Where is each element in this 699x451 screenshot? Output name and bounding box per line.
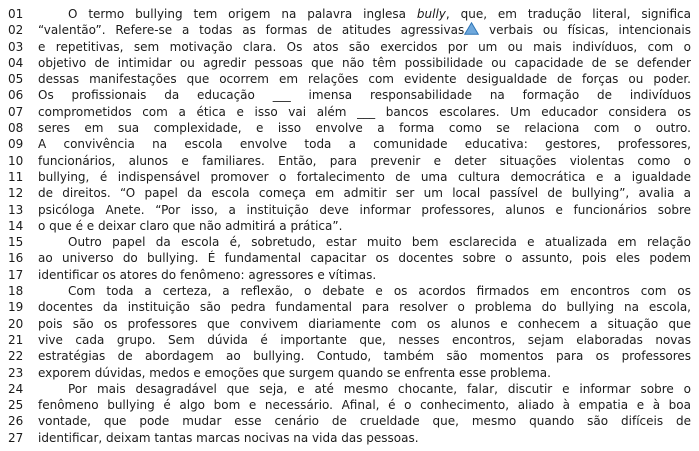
line-number: 03: [8, 39, 24, 54]
line-number: 08: [8, 121, 24, 136]
text-line: [0, 299, 699, 315]
text-segment: estratégias de abordagem ao bullying. Contudo, também são momentos para os professores: [38, 349, 691, 364]
text-segment: Os profissionais da educação ___ imensa responsabilidade na formação de indivíduos: [38, 88, 691, 103]
line-text: [38, 39, 691, 55]
text-line: [0, 365, 699, 381]
line-number: 17: [8, 267, 24, 282]
line-text: [38, 120, 691, 136]
line-text: [38, 430, 691, 446]
text-segment: A convivência na escola envolve toda a comunidade educativa: gestores, professores,: [38, 137, 691, 152]
text-line: [0, 39, 699, 55]
text-segment: identificar os atores do fenômeno: agressores e vítimas.: [38, 267, 377, 282]
line-number: 14: [8, 218, 24, 233]
text-segment: e repetitivas, sem motivação clara. Os atos são exercidos por um ou mais indivíduos, com o: [38, 39, 691, 54]
text-line: [0, 202, 699, 218]
line-text: [38, 348, 691, 364]
text-line: [0, 332, 699, 348]
line-number: 10: [8, 153, 24, 168]
line-number: 25: [8, 398, 24, 413]
line-number: 13: [8, 202, 24, 217]
line-text: [38, 169, 691, 185]
line-text: [38, 202, 691, 218]
text-line: [0, 55, 699, 71]
text-segment: “valentão”. Refere-se a todas as formas de atitudes agressivas: [38, 23, 465, 38]
text-line: [0, 283, 699, 299]
line-text: [38, 136, 691, 152]
line-text: [38, 299, 691, 315]
text-line: [0, 120, 699, 136]
text-segment: o que é e deixar claro que não admitirá a prática”.: [38, 218, 343, 233]
text-segment: O termo bullying tem origem na palavra inglesa: [68, 7, 417, 21]
text-line: [0, 316, 699, 332]
text-segment: objetivo de intimidar ou agredir pessoas que não têm possibilidade ou capacidade de se defender: [38, 55, 691, 70]
line-text: [38, 413, 691, 429]
text-line: [0, 153, 699, 169]
line-number: 05: [8, 72, 24, 87]
line-number: 26: [8, 414, 24, 429]
text-segment: exporem dúvidas, medos e emoções que surgem quando se enfrenta esse problema.: [38, 365, 551, 380]
line-text: [38, 153, 691, 169]
line-text: [38, 234, 691, 250]
line-number: 16: [8, 251, 24, 266]
text-segment: Por mais desagradável que seja, e até mesmo chocante, falar, discutir e informar sobre o: [68, 381, 691, 396]
line-text: [38, 218, 691, 234]
line-text: [38, 397, 691, 413]
line-number: 18: [8, 284, 24, 299]
line-number: 12: [8, 186, 24, 201]
line-number: 20: [8, 316, 24, 331]
line-text: [38, 283, 691, 299]
text-line: [0, 87, 699, 103]
passage-text-block: [0, 6, 699, 446]
line-text: [38, 365, 691, 381]
italic-term: bully: [416, 7, 446, 21]
text-segment: Outro papel da escola é, sobretudo, estar muito bem esclarecida e atualizada em relação: [68, 235, 691, 250]
line-number: 06: [8, 88, 24, 103]
text-line: [0, 169, 699, 185]
text-segment: Com toda a certeza, a reflexão, o debate e os acordos firmados em encontros com os: [68, 284, 691, 299]
line-number: 19: [8, 300, 24, 315]
line-text: [38, 381, 691, 397]
line-text: [38, 22, 691, 38]
line-text: [38, 250, 691, 266]
line-text: [38, 55, 691, 71]
line-number: 02: [8, 23, 24, 38]
text-segment: dessas manifestações que ocorrem em relações com evidente desigualdade de forças ou poder.: [38, 72, 691, 87]
text-segment: seres em sua complexidade, e isso envolve a forma como se relaciona com o outro.: [38, 121, 691, 136]
text-line: [0, 71, 699, 87]
line-number: 21: [8, 332, 24, 347]
text-segment: comprometidos com a ética e isso vai além ___ bancos escolares. Um educador considera os: [38, 104, 691, 119]
text-segment: fenômeno bullying é algo bom e necessário. Afinal, é o conhecimento, aliado à empatia e à boa: [38, 398, 691, 413]
line-text: [38, 185, 691, 201]
line-number: 01: [8, 7, 24, 21]
line-text: [38, 71, 691, 87]
line-number: 15: [8, 235, 24, 250]
text-line: [0, 397, 699, 413]
line-number: 07: [8, 104, 24, 119]
text-segment: pois são os professores que convivem diariamente com os alunos e conhecem a situação que: [38, 316, 691, 331]
line-text: [38, 267, 691, 283]
text-segment: de direitos. “O papel da escola começa em admitir ser um local passível de bullying”, avalia a: [38, 186, 691, 201]
line-number: 11: [8, 169, 24, 184]
line-number: 24: [8, 381, 24, 396]
text-segment: vontade, que pode mudar esse cenário de crueldade que, mesmo quando são difíceis de: [38, 414, 691, 429]
line-number: 22: [8, 349, 24, 364]
text-line: [0, 348, 699, 364]
text-line: [0, 267, 699, 283]
line-text: [38, 316, 691, 332]
text-line: [0, 234, 699, 250]
line-number: 23: [8, 365, 24, 380]
text-segment: bullying, é indispensável promover o fortalecimento de uma cultura democrática e a igualdade: [38, 169, 691, 184]
line-number: 27: [8, 430, 24, 445]
line-text: [38, 6, 691, 22]
text-line: [0, 430, 699, 446]
text-segment: psicóloga Anete. “Por isso, a instituição deve informar professores, alunos e funcionários sobre: [38, 202, 691, 217]
line-number: 04: [8, 55, 24, 70]
line-text: [38, 332, 691, 348]
text-segment: identificar, deixam tantas marcas nocivas na vida das pessoas.: [38, 430, 419, 445]
text-line: [0, 22, 699, 38]
text-line: [0, 381, 699, 397]
text-line: [0, 413, 699, 429]
text-line: [0, 250, 699, 266]
text-line: [0, 218, 699, 234]
line-text: [38, 104, 691, 120]
text-segment: funcionários, alunos e familiares. Então, para prevenir e deter situações violentas como o: [38, 153, 691, 168]
text-line: [0, 185, 699, 201]
line-text: [38, 87, 691, 103]
line-number: 09: [8, 137, 24, 152]
text-line: [0, 6, 699, 22]
text-segment: vive cada grupo. Sem dúvida é importante que, nesses encontros, sejam elaboradas novas: [38, 332, 691, 347]
text-line: [0, 104, 699, 120]
text-line: [0, 136, 699, 152]
text-segment: verbais ou físicas, intencionais: [479, 23, 692, 38]
text-segment: docentes da instituição são pedra fundamental para resolver o problema do bullying na escola,: [38, 300, 691, 315]
text-segment: ao universo do bullying. É fundamental capacitar os docentes sobre o assunto, pois eles podem: [38, 251, 691, 266]
text-segment: , que, em tradução literal, significa: [445, 7, 692, 21]
insertion-caret-icon: [464, 22, 479, 35]
